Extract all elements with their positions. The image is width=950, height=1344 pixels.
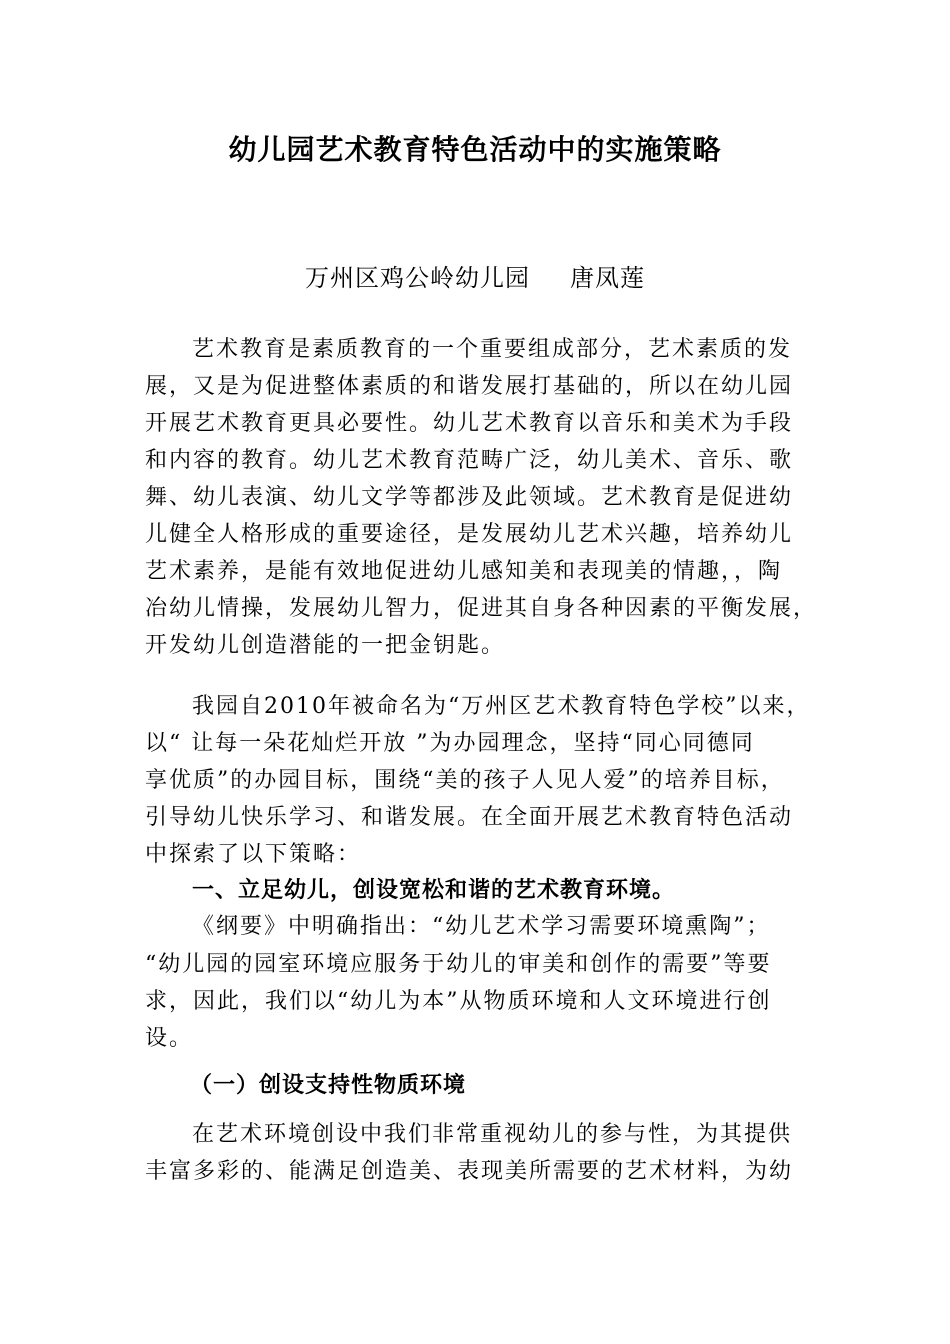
paragraph-line: 舞、幼儿表演、幼儿文学等都涉及此领域。艺术教育是促进幼	[145, 485, 794, 510]
document-title: 幼儿园艺术教育特色活动中的实施策略	[228, 133, 722, 166]
section-heading: 一、立足幼儿，创设宽松和谐的艺术教育环境。	[192, 878, 676, 903]
paragraph-line: 开展艺术教育更具必要性。幼儿艺术教育以音乐和美术为手段	[145, 411, 794, 436]
paragraph-line: 儿健全人格形成的重要途径，是发展幼儿艺术兴趣，培养幼儿	[145, 522, 794, 547]
paragraph-line: 以“ 让每一朵花灿烂开放 ”为办园理念，坚持“同心同德同	[145, 731, 755, 756]
paragraph-line: 和内容的教育。幼儿艺术教育范畴广泛，幼儿美术、音乐、歌	[145, 448, 794, 473]
author-school: 万州区鸡公岭幼儿园	[305, 264, 530, 292]
paragraph-line: 求，因此，我们以“幼儿为本”从物质环境和人文环境进行创	[145, 989, 772, 1014]
paragraph-line: 冶幼儿情操，发展幼儿智力，促进其自身各种因素的平衡发展，	[145, 596, 818, 621]
paragraph-line: 引导幼儿快乐学习、和谐发展。在全面开展艺术教育特色活动	[145, 805, 794, 830]
paragraph-line: 我园自2010年被命名为“万州区艺术教育特色学校”以来，	[192, 694, 811, 719]
author-name: 唐凤莲	[570, 264, 645, 292]
subsection-heading: （一）创设支持性物质环境	[190, 1073, 467, 1098]
paragraph-line: 在艺术环境创设中我们非常重视幼儿的参与性，为其提供	[192, 1122, 793, 1147]
paragraph-line: “幼儿园的园室环境应服务于幼儿的审美和创作的需要”等要	[145, 952, 772, 977]
paragraph-line: 丰富多彩的、能满足创造美、表现美所需要的艺术材料，为幼	[145, 1159, 794, 1184]
paragraph-line: 享优质”的办园目标，围绕“美的孩子人见人爱”的培养目标，	[145, 768, 785, 793]
paragraph-line: 中探索了以下策略：	[145, 842, 362, 867]
paragraph-line: 开发幼儿创造潜能的一把金钥匙。	[145, 633, 506, 658]
paragraph-line: 《纲要》中明确指出：“幼儿艺术学习需要环境熏陶”；	[192, 914, 771, 939]
paragraph-line: 艺术教育是素质教育的一个重要组成部分，艺术素质的发	[192, 337, 793, 362]
author-line	[0, 258, 950, 293]
paragraph-line: 展，又是为促进整体素质的和谐发展打基础的，所以在幼儿园	[145, 374, 794, 399]
paragraph-line: 设。	[145, 1026, 194, 1051]
paragraph-line: 艺术素养，是能有效地促进幼儿感知美和表现美的情趣，，陶	[145, 559, 783, 584]
